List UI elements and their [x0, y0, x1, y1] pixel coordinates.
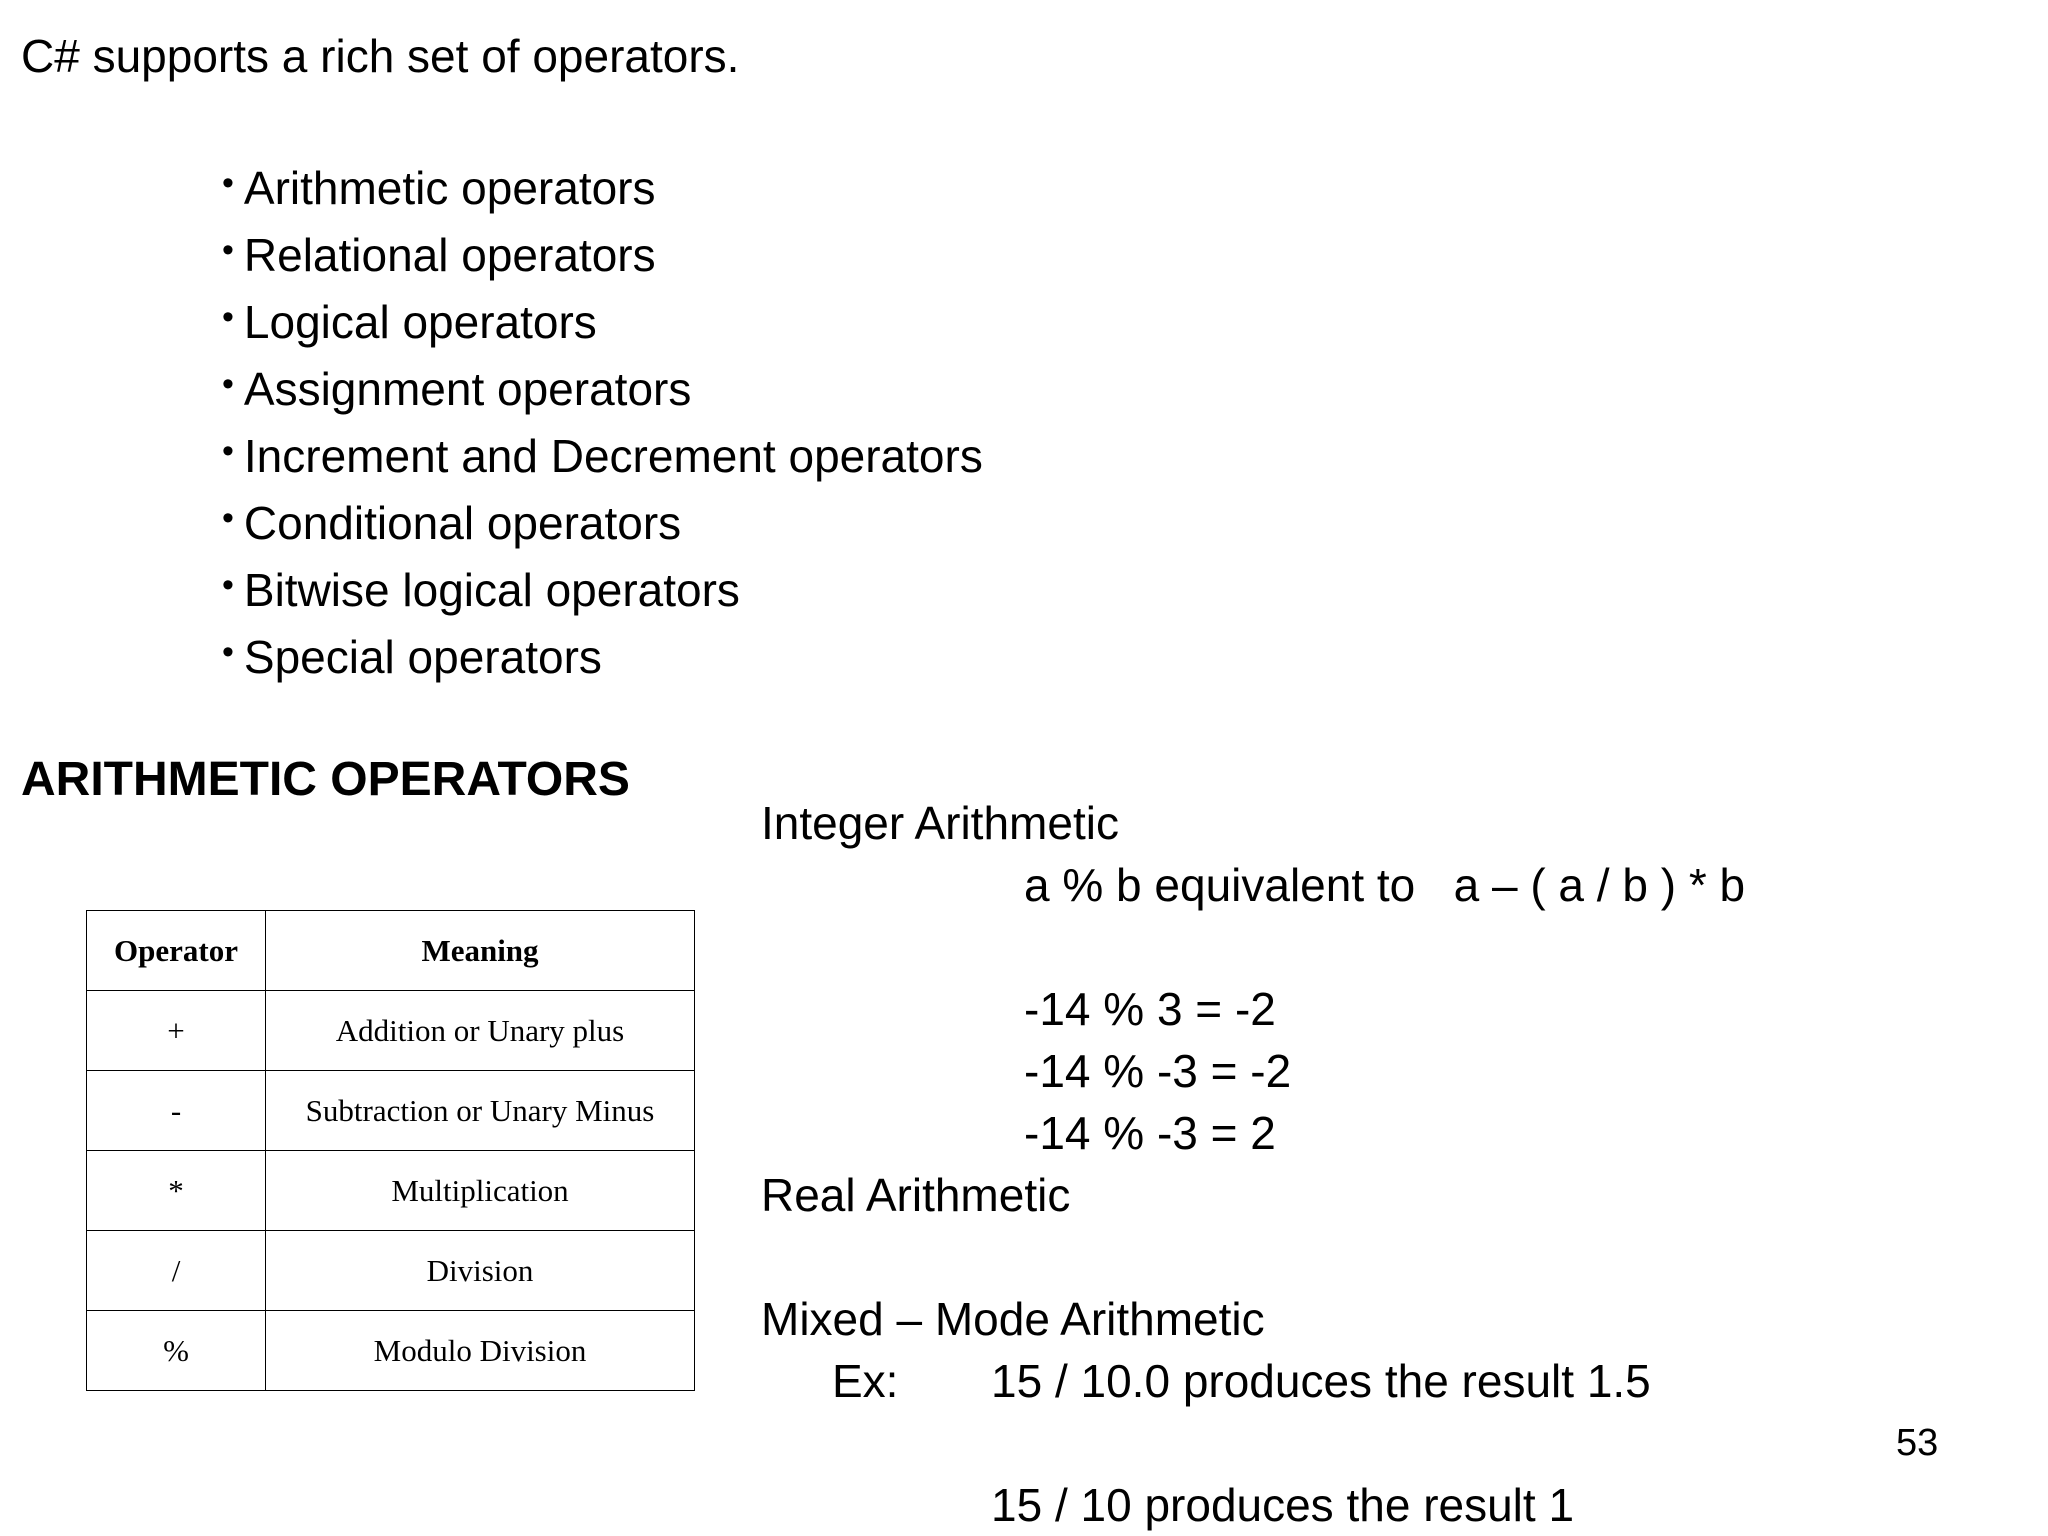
operator-cell: +	[87, 991, 266, 1071]
table-row	[87, 1071, 695, 1151]
modulo-example: -14 % -3 = 2	[1024, 1107, 1276, 1159]
table-header-row	[87, 911, 695, 991]
bullet-icon: •	[222, 231, 234, 269]
section-heading: ARITHMETIC OPERATORS	[21, 753, 630, 806]
list-item	[222, 420, 983, 487]
bullet-icon: •	[222, 365, 234, 403]
meaning-cell: Modulo Division	[266, 1311, 695, 1391]
operator-cell: -	[87, 1071, 266, 1151]
list-item-label: Special operators	[243, 631, 602, 683]
example-label: Ex:	[832, 1355, 899, 1407]
table-row	[87, 1151, 695, 1231]
mixed-mode-title: Mixed – Mode Arithmetic	[761, 1293, 1265, 1345]
bullet-icon: •	[222, 566, 234, 604]
list-item	[222, 286, 983, 353]
operator-category-list	[222, 152, 983, 688]
list-item	[222, 554, 983, 621]
bullet-icon: •	[222, 499, 234, 537]
list-item-label: Arithmetic operators	[243, 162, 656, 214]
bullet-icon: •	[222, 298, 234, 336]
modulo-example: -14 % -3 = -2	[1024, 1045, 1292, 1097]
list-item	[222, 353, 983, 420]
list-item	[222, 621, 983, 688]
meaning-cell: Division	[266, 1231, 695, 1311]
meaning-cell: Multiplication	[266, 1151, 695, 1231]
table-row	[87, 1311, 695, 1391]
list-item-label: Logical operators	[243, 296, 597, 348]
mixed-example: 15 / 10.0 produces the result 1.5	[991, 1355, 1651, 1407]
bullet-icon: •	[222, 164, 234, 202]
bullet-icon: •	[222, 633, 234, 671]
header-meaning: Meaning	[266, 911, 695, 991]
table-row	[87, 1231, 695, 1311]
mixed-example: 15 / 10 produces the result 1	[991, 1479, 1575, 1531]
list-item	[222, 219, 983, 286]
integer-arithmetic-title: Integer Arithmetic	[761, 797, 1119, 849]
spacer	[761, 1412, 1745, 1474]
modulo-equivalence: a % b equivalent to a – ( a / b ) * b	[1024, 859, 1746, 911]
arithmetic-operators-table	[86, 910, 695, 1391]
spacer	[761, 916, 1745, 978]
operator-cell: /	[87, 1231, 266, 1311]
list-item-label: Increment and Decrement operators	[243, 430, 983, 482]
list-item	[222, 487, 983, 554]
table-row	[87, 991, 695, 1071]
spacer	[761, 1226, 1745, 1288]
arithmetic-notes	[761, 792, 1745, 1536]
header-operator: Operator	[87, 911, 266, 991]
list-item-label: Conditional operators	[243, 497, 682, 549]
list-item-label: Assignment operators	[243, 363, 692, 415]
operator-cell: %	[87, 1311, 266, 1391]
mixed-example-row	[761, 1350, 1745, 1412]
list-item-label: Bitwise logical operators	[243, 564, 740, 616]
meaning-cell: Addition or Unary plus	[266, 991, 695, 1071]
operator-cell: *	[87, 1151, 266, 1231]
list-item	[222, 152, 983, 219]
bullet-icon: •	[222, 432, 234, 470]
page-number: 53	[1896, 1422, 1939, 1464]
real-arithmetic-title: Real Arithmetic	[761, 1169, 1071, 1221]
intro-text: C# supports a rich set of operators.	[21, 30, 740, 82]
modulo-example: -14 % 3 = -2	[1024, 983, 1276, 1035]
list-item-label: Relational operators	[243, 229, 656, 281]
meaning-cell: Subtraction or Unary Minus	[266, 1071, 695, 1151]
